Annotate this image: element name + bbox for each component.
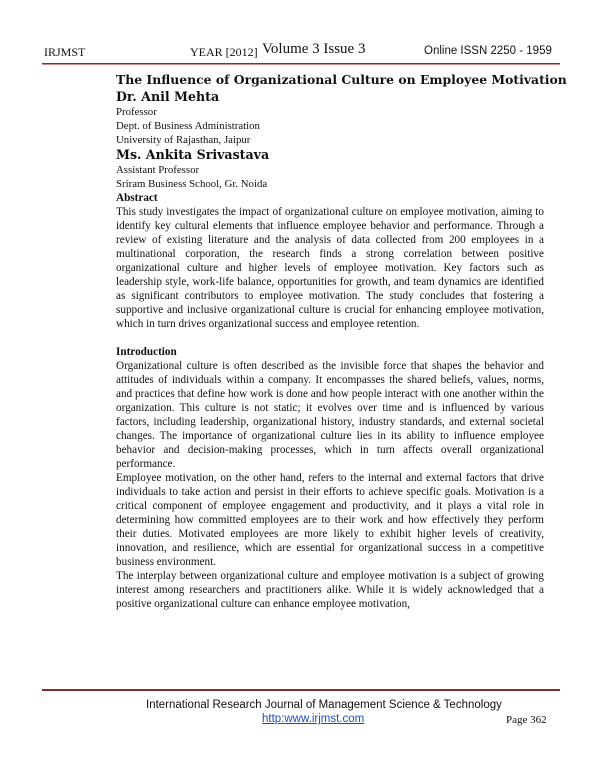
author-affiliation-line: University of Rajasthan, Jaipur [116,134,251,146]
intro-paragraph: Employee motivation, on the other hand, refers to the internal and external factors that drive individuals to take action and persist in their efforts to achieve specific goals. Motivation is a critical component of employee engagement and productivity, and it plays a vital role in determining how committed employees are to their work and how effectively they perform their duties. Motivated employees are more likely to exhibit higher levels of creativity, innovation, and resilience, which are essential for organizational success in a competitive business environment. [116,472,544,568]
journal-abbr: IRJMST [44,45,86,59]
abstract-heading: Abstract [116,192,158,204]
article-title: The Influence of Organizational Culture on Employee Motivation [116,72,567,87]
introduction-heading: Introduction [116,346,177,358]
issn: Online ISSN 2250 - 1959 [424,45,552,57]
author-affiliation-line: Professor [116,106,157,118]
author-affiliation-line: Sriram Business School, Gr. Noida [116,178,268,190]
journal-link[interactable]: http:www.irjmst.com [262,713,365,725]
author-name: Dr. Anil Mehta [116,89,220,104]
intro-paragraph: Organizational culture is often described as the invisible force that shapes the behavior and attitudes of individuals within a company. It encompasses the shared beliefs, values, norms, and practices that define how work is done and how people interact with one another within the organization. This culture is not static; it evolves over time and is influenced by various factors, including leadership, organizational history, industry standards, and external societal changes. The importance of organizational culture lies in its ability to influence employee behavior and decision-making processes, which in turn affects overall organizational performance. [116,360,544,470]
article-body [116,70,567,611]
volume-issue: Volume 3 Issue 3 [262,41,366,57]
running-header [0,42,600,62]
author-affiliation-line: Dept. of Business Administration [116,120,260,132]
footer-journal: International Research Journal of Management Science & Technology [146,699,502,711]
header-rule [42,63,560,65]
author-affiliation-line: Assistant Professor [116,164,200,176]
author-name: Ms. Ankita Srivastava [116,147,270,162]
abstract-text: This study investigates the impact of organizational culture on employee motivation, aiming to identify key cultural elements that influence employee behavior and performance. Through a review of existing literature and the analysis of data collected from 200 employees in a multinational corporation, the research finds a strong correlation between positive organizational culture and higher levels of employee motivation. Key factors such as leadership style, work-life balance, opportunities for growth, and team dynamics are identified as significant contributors to employee motivation. The study concludes that fostering a supportive and inclusive organizational culture is crucial for enhancing employee motivation, which in turn drives organizational success and employee retention. [116,206,544,330]
footer-rule [42,689,560,691]
page-number: Page 362 [506,714,547,726]
intro-paragraph: The interplay between organizational culture and employee motivation is a subject of growing interest among researchers and practitioners alike. While it is widely acknowledged that a positive organizational culture can enhance employee motivation, [116,570,544,610]
year: YEAR [2012] [190,45,258,59]
